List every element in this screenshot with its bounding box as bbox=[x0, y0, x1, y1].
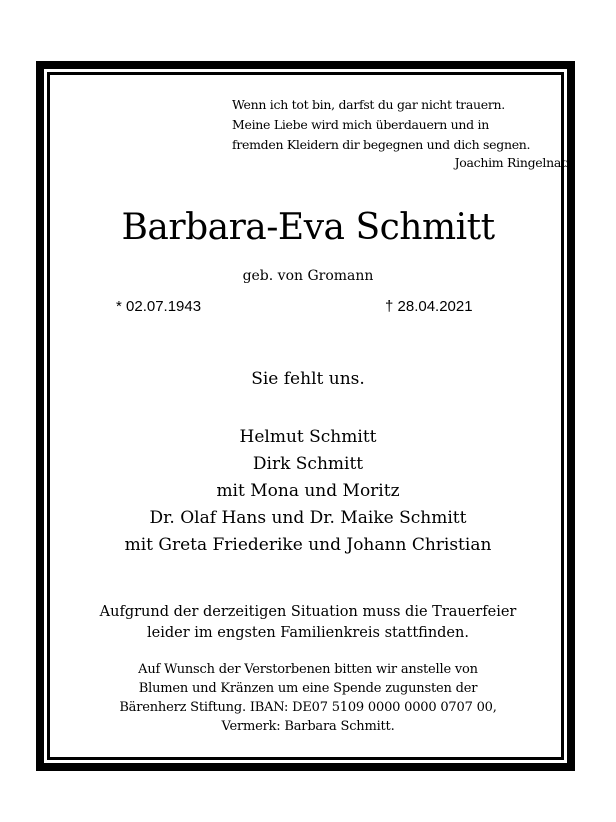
family-member: mit Greta Friederike und Johann Christian bbox=[124, 535, 492, 555]
donation-line: Auf Wunsch der Verstorbenen bitten wir anstelle von bbox=[138, 662, 478, 677]
quote-line: fremden Kleidern dir begegnen und dich segnen. bbox=[232, 137, 531, 152]
message: Sie fehlt uns. bbox=[251, 369, 365, 389]
notice-line: leider im engsten Familienkreis stattfinden. bbox=[147, 625, 469, 641]
deceased-name: Barbara-Eva Schmitt bbox=[121, 207, 495, 248]
quote-line: Meine Liebe wird mich überdauern und in bbox=[232, 117, 489, 132]
birth-date: * 02.07.1943 bbox=[116, 298, 202, 315]
quote bbox=[232, 95, 530, 155]
family-member: mit Mona und Moritz bbox=[216, 481, 400, 501]
family-list bbox=[0, 424, 616, 559]
quote-author: Joachim Ringelnatz bbox=[454, 155, 572, 170]
inner-border bbox=[47, 72, 564, 760]
funeral-notice bbox=[0, 602, 616, 644]
family-member: Helmut Schmitt bbox=[239, 427, 377, 447]
donation-line: Vermerk: Barbara Schmitt. bbox=[221, 719, 395, 734]
death-date: † 28.04.2021 bbox=[385, 298, 473, 315]
quote-line: Wenn ich tot bin, darfst du gar nicht trauern. bbox=[232, 97, 505, 112]
donation-line: Bärenherz Stiftung. IBAN: DE07 5109 0000 0000 0707 00, bbox=[119, 700, 497, 715]
notice-line: Aufgrund der derzeitigen Situation muss die Trauerfeier bbox=[99, 604, 517, 620]
family-member: Dr. Olaf Hans und Dr. Maike Schmitt bbox=[149, 508, 467, 528]
donation-line: Blumen und Kränzen um eine Spende zugunsten der bbox=[138, 681, 478, 696]
family-member: Dirk Schmitt bbox=[252, 454, 364, 474]
birth-name: geb. von Gromann bbox=[242, 268, 374, 284]
donation-notice bbox=[0, 660, 616, 736]
